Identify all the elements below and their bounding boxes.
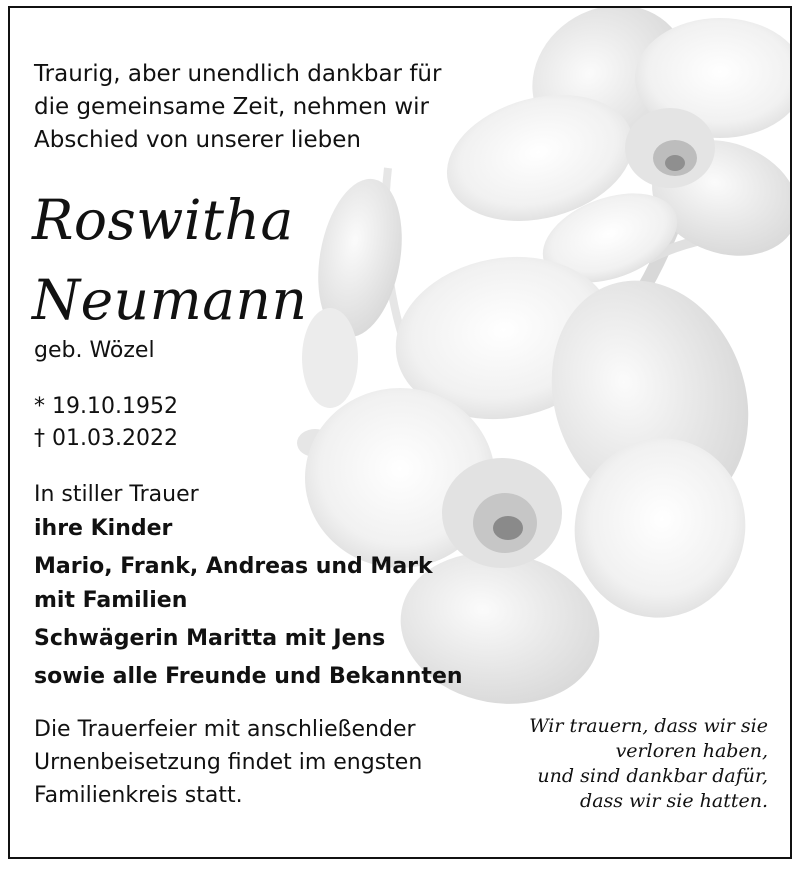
quote-line: Wir trauern, dass wir sie	[529, 715, 768, 737]
quote-line: und sind dankbar dafür,	[537, 765, 768, 787]
intro-text	[34, 58, 504, 157]
death-date: † 01.03.2022	[34, 426, 178, 451]
quote-line: dass wir sie hatten.	[580, 790, 768, 812]
memorial-quote	[529, 714, 768, 814]
mourners-list	[34, 478, 463, 694]
life-dates	[34, 391, 178, 455]
intro-line: Traurig, aber unendlich dankbar für	[34, 61, 442, 87]
mourner-line: Schwägerin Maritta mit Jens	[34, 626, 386, 651]
mourner-line: Mario, Frank, Andreas und Mark	[34, 554, 433, 579]
mourner-line: sowie alle Freunde und Bekannten	[34, 664, 463, 689]
deceased-name	[32, 180, 307, 340]
ceremony-line: Die Trauerfeier mit anschließender	[34, 717, 416, 742]
mourners-intro: In stiller Trauer	[34, 482, 199, 507]
birth-name: geb. Wözel	[34, 338, 155, 363]
quote-line: verloren haben,	[615, 740, 768, 762]
obituary-notice	[8, 6, 792, 859]
last-name: Neumann	[32, 268, 308, 332]
first-name: Roswitha	[32, 188, 294, 252]
birth-date: * 19.10.1952	[34, 394, 178, 419]
intro-line: die gemeinsame Zeit, nehmen wir	[34, 94, 430, 120]
ceremony-info	[34, 713, 422, 812]
mourner-line: ihre Kinder	[34, 516, 173, 541]
ceremony-line: Urnenbeisetzung findet im engsten	[34, 750, 423, 775]
mourner-line: mit Familien	[34, 588, 188, 613]
intro-line: Abschied von unserer lieben	[34, 127, 361, 153]
ceremony-line: Familienkreis statt.	[34, 783, 243, 808]
